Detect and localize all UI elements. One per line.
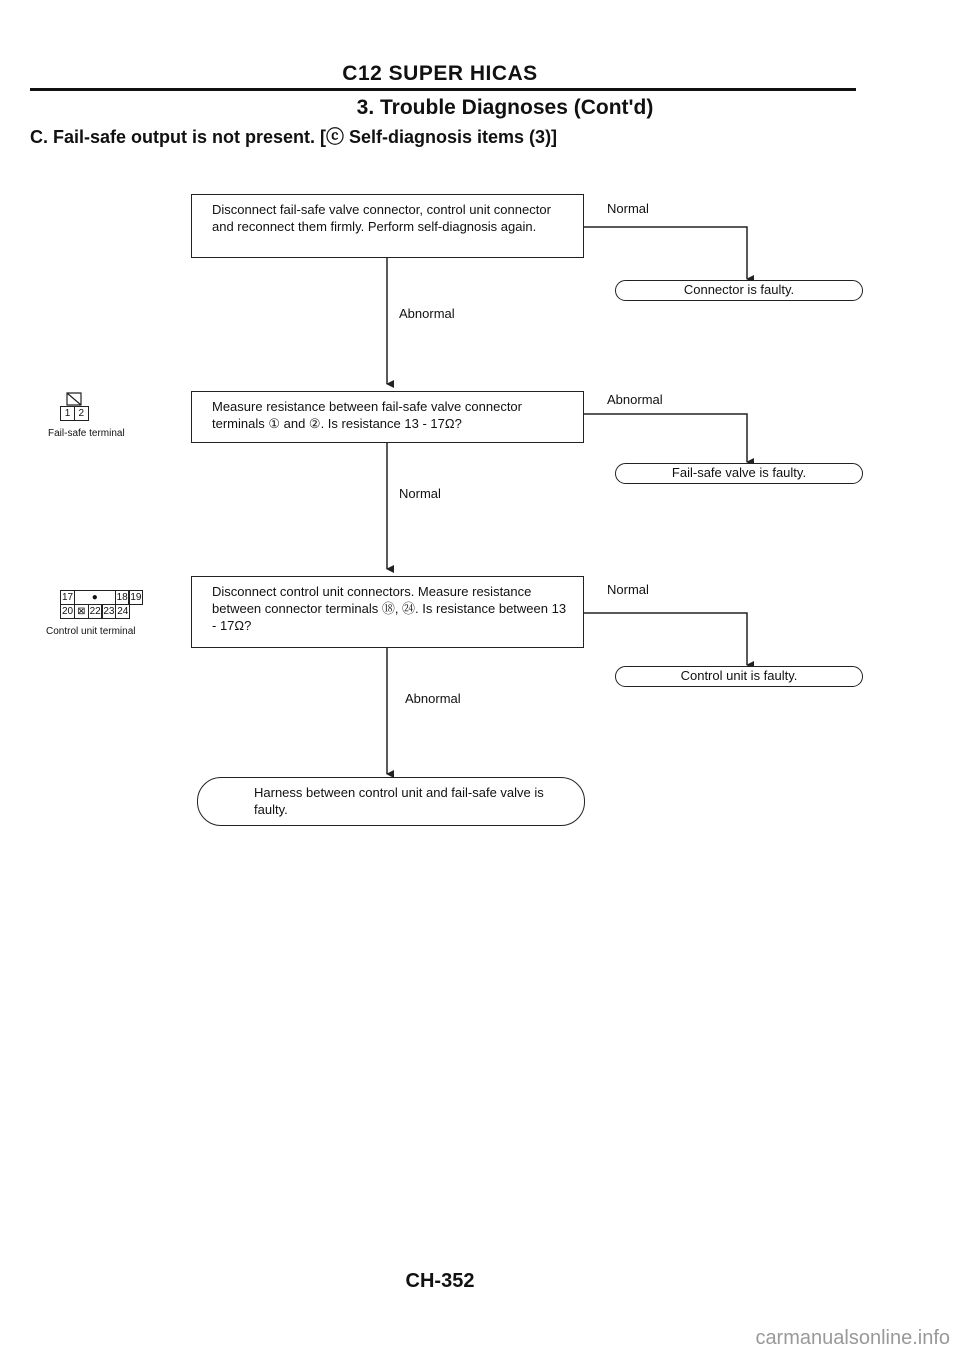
control-terminal-cell: 20 [61,605,74,617]
step-3-result: Control unit is faulty. [615,666,863,687]
control-terminal-cell: 23 [103,605,115,617]
control-terminal-cell: 18 [116,592,128,603]
final-result: Harness between control unit and fail-safe valve is faulty. [197,777,585,826]
step-2-down-branch-label: Normal [399,486,441,501]
header-title: C12 SUPER HICAS [342,62,538,85]
step-1-result: Connector is faulty. [615,280,863,301]
failsafe-terminal-cell: 1 [60,406,75,421]
page-number: CH-352 [405,1270,475,1292]
connector-shape-icon [66,392,82,406]
connector-step2-right [583,414,747,462]
control-terminal-cell: ⊠ [74,604,89,619]
step-2-box [191,391,584,443]
step-1-down-branch-label: Abnormal [399,306,455,321]
watermark: carmanualsonline.info [755,1327,950,1349]
step-1-right-branch-label: Normal [607,201,649,216]
control-terminal-cell: 24 [117,605,129,617]
control-terminal-cell: 17 [61,592,74,603]
connector-step1-right [583,227,747,279]
failsafe-terminal-figure [60,392,88,420]
control-unit-terminal-figure [60,590,142,618]
step-2-text: Measure resistance between fail-safe valve connector terminals ① and ②. Is resistance 13 - 17Ω? [212,399,522,431]
step-3-down-branch-label: Abnormal [405,691,461,706]
step-2-right-branch-label: Abnormal [607,392,663,407]
section-title: C. Fail-safe output is not present. [ⓒ Self-diagnosis items (3)] [30,127,558,147]
control-terminal-cell: ● [74,590,116,605]
step-2-result: Fail-safe valve is faulty. [615,463,863,484]
step-1-box [191,194,584,258]
control-unit-terminal-caption: Control unit terminal [46,626,136,637]
step-1-text: Disconnect fail-safe valve connector, control unit connector and reconnect them firmly. Perform self-diagnosis again. [212,202,551,234]
failsafe-terminal-caption: Fail-safe terminal [48,428,125,439]
connector-step3-right [583,613,747,665]
step-3-right-branch-label: Normal [607,582,649,597]
step-3-box [191,576,584,648]
failsafe-terminal-cell: 2 [74,406,89,421]
control-terminal-cell: 22 [89,605,101,617]
control-terminal-cell: 19 [130,592,142,603]
header-subtitle: 3. Trouble Diagnoses (Cont'd) [356,96,654,119]
step-3-text: Disconnect control unit connectors. Measure resistance between connector terminals ⑱, ㉔. Is resistance between 13 - 17Ω? [212,584,567,633]
